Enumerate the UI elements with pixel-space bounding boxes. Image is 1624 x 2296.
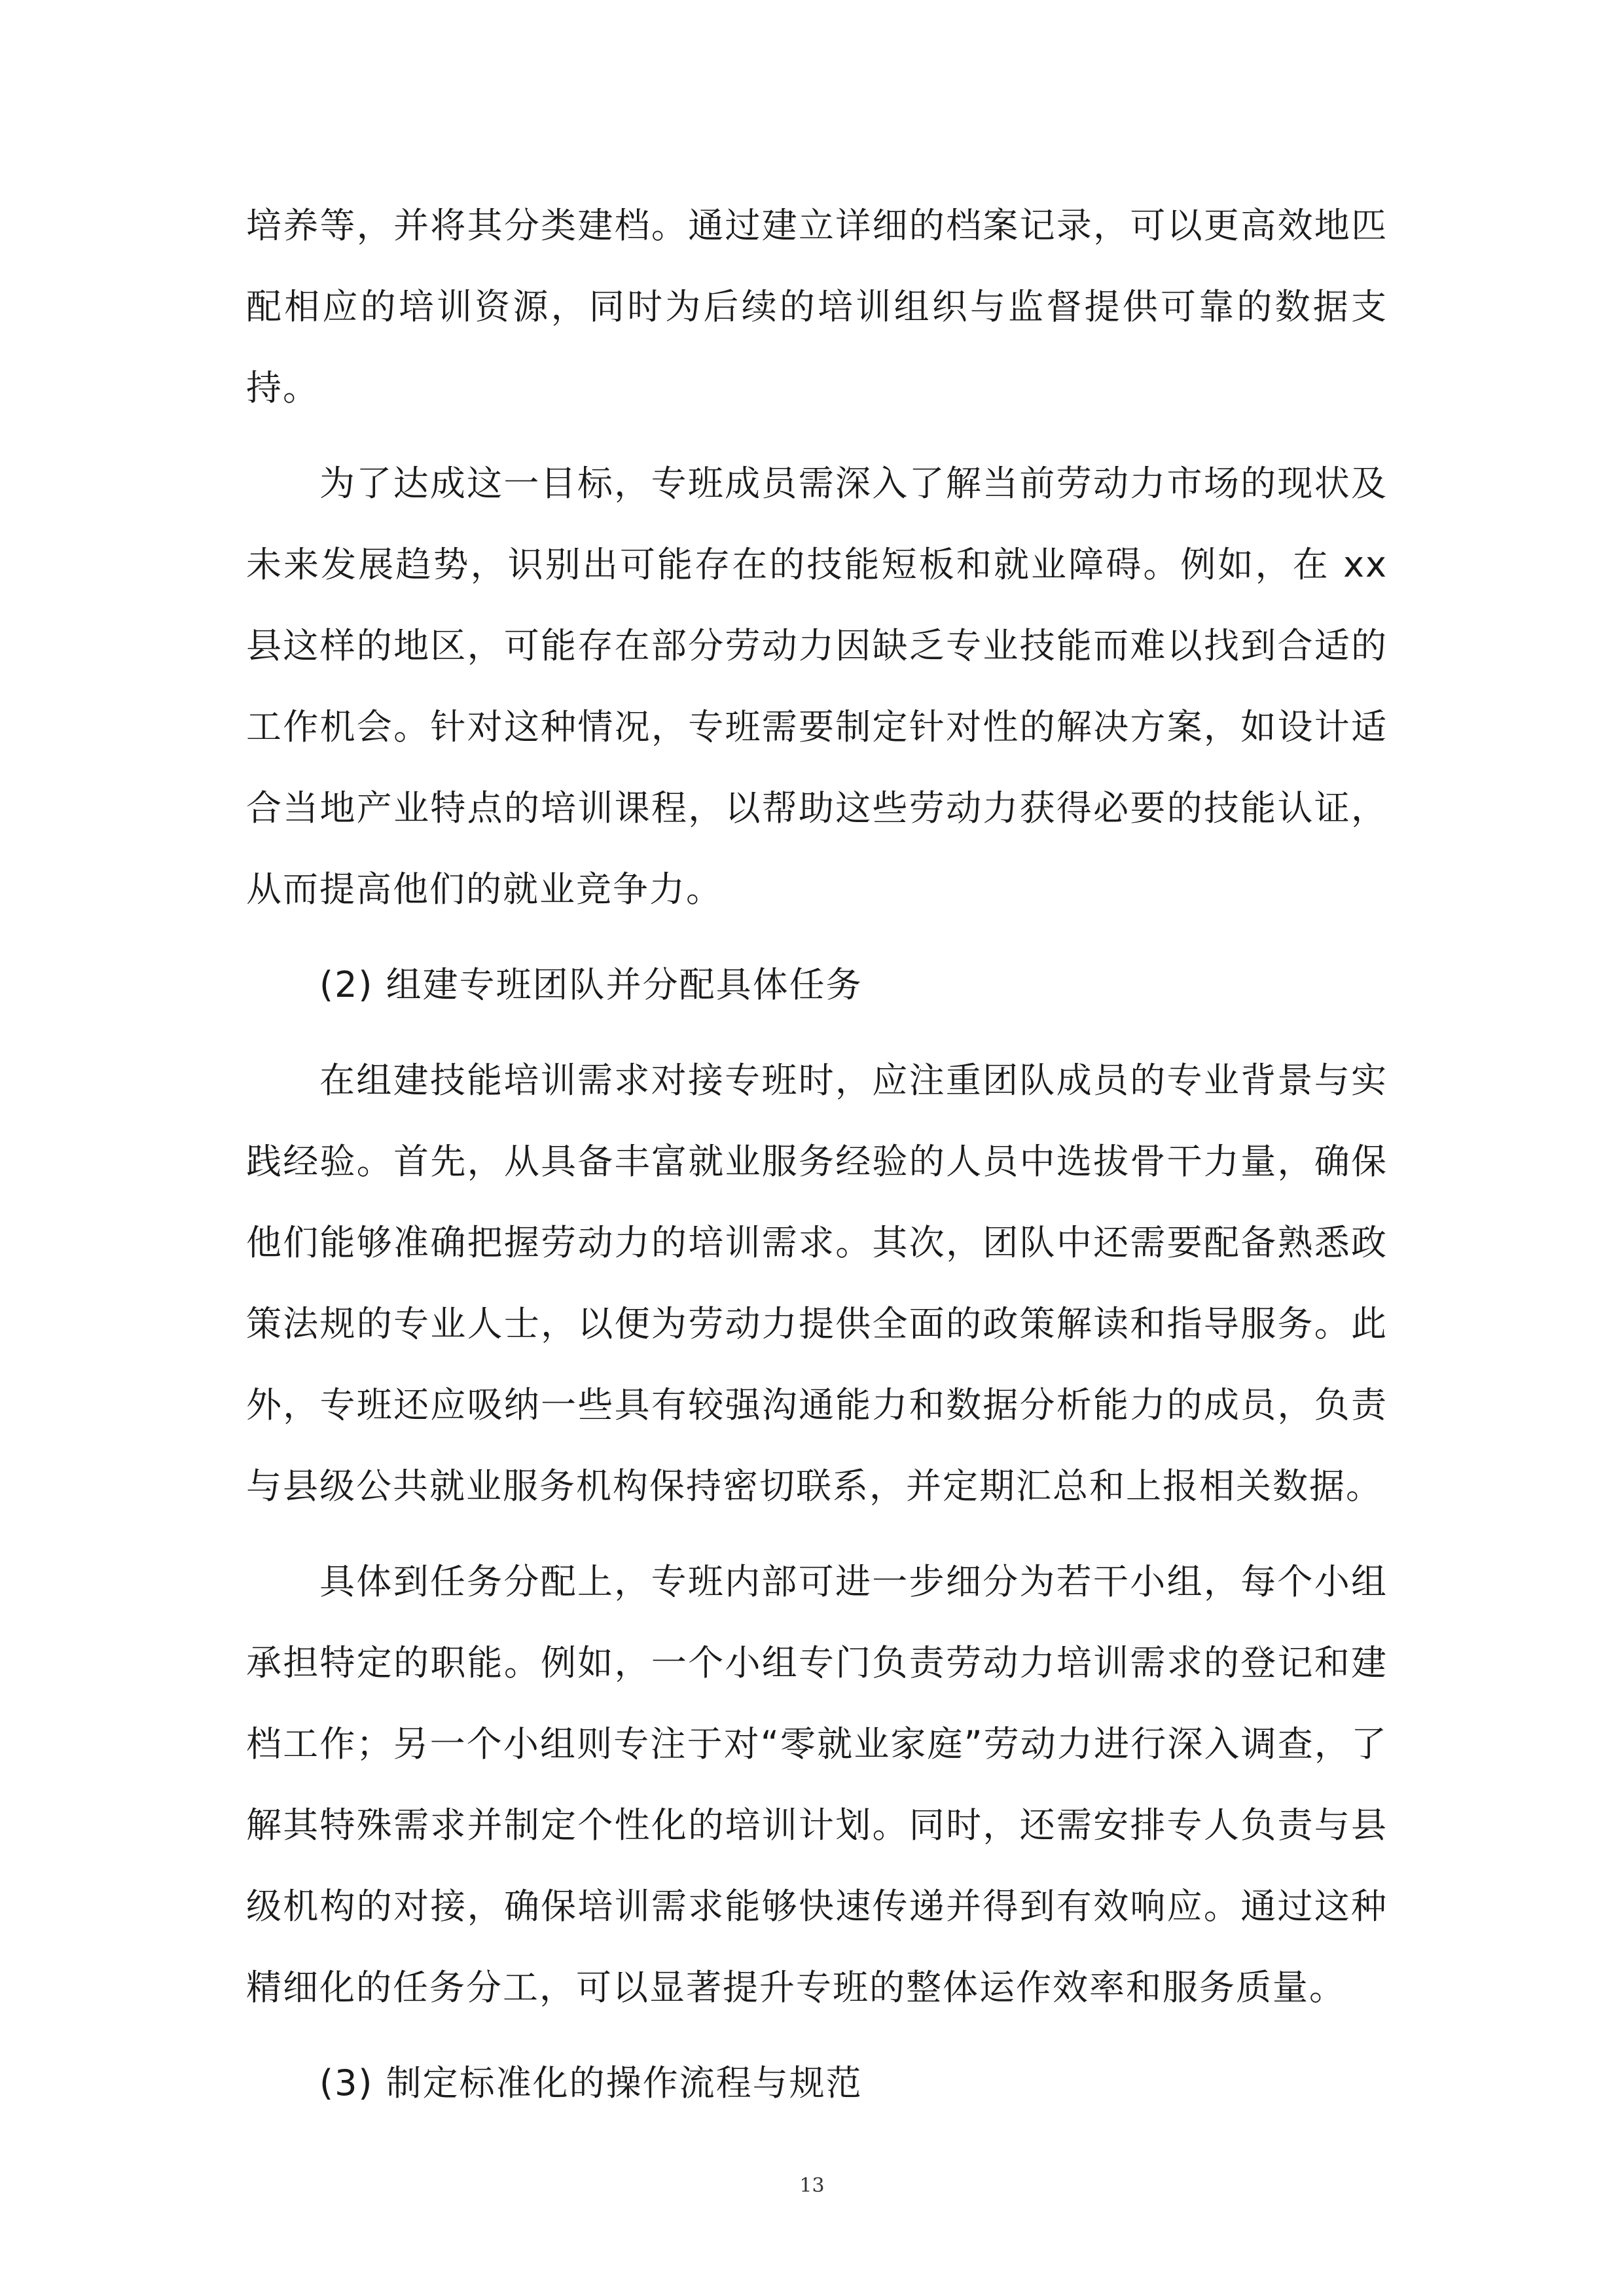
document-body [246, 185, 1388, 2138]
paragraph-task-allocation: 具体到任务分配上，专班内部可进一步细分为若干小组，每个小组承担特定的职能。例如，一个小组专门负责劳动力培训需求的登记和建档工作；另一个小组则专注于对“零就业家庭”劳动力进行深入调查，了解其特殊需求并制定个性化的培训计划。同时，还需安排专人负责与县级机构的对接，确保培训需求能够快速传递并得到有效响应。通过这种精细化的任务分工，可以显著提升专班的整体运作效率和服务质量。 [246, 1561, 1388, 2008]
page-number: 13 [799, 2174, 825, 2197]
section-heading-2: (2) 组建专班团队并分配具体任务 [319, 964, 863, 1005]
paragraph-market-analysis: 为了达成这一目标，专班成员需深入了解当前劳动力市场的现状及未来发展趋势，识别出可能存在的技能短板和就业障碍。例如，在 xx 县这样的地区，可能存在部分劳动力因缺乏专业技能而难以找到合适的工作机会。针对这种情况，专班需要制定针对性的解决方案，如设计适合当地产业特点的培训课程，以帮助这些劳动力获得必要的技能认证，从而提高他们的就业竞争力。 [246, 463, 1388, 910]
paragraph-team-composition: 在组建技能培训需求对接专班时，应注重团队成员的专业背景与实践经验。首先，从具备丰富就业服务经验的人员中选拔骨干力量，确保他们能够准确把握劳动力的培训需求。其次，团队中还需要配备熟悉政策法规的专业人士，以便为劳动力提供全面的政策解读和指导服务。此外，专班还应吸纳一些具有较强沟通能力和数据分析能力的成员，负责与县级公共就业服务机构保持密切联系，并定期汇总和上报相关数据。 [246, 1060, 1388, 1507]
section-heading-3: (3) 制定标准化的操作流程与规范 [319, 2062, 863, 2104]
paragraph-archive-support: 培养等，并将其分类建档。通过建立详细的档案记录，可以更高效地匹配相应的培训资源，同时为后续的培训组织与监督提供可靠的数据支持。 [246, 205, 1388, 408]
